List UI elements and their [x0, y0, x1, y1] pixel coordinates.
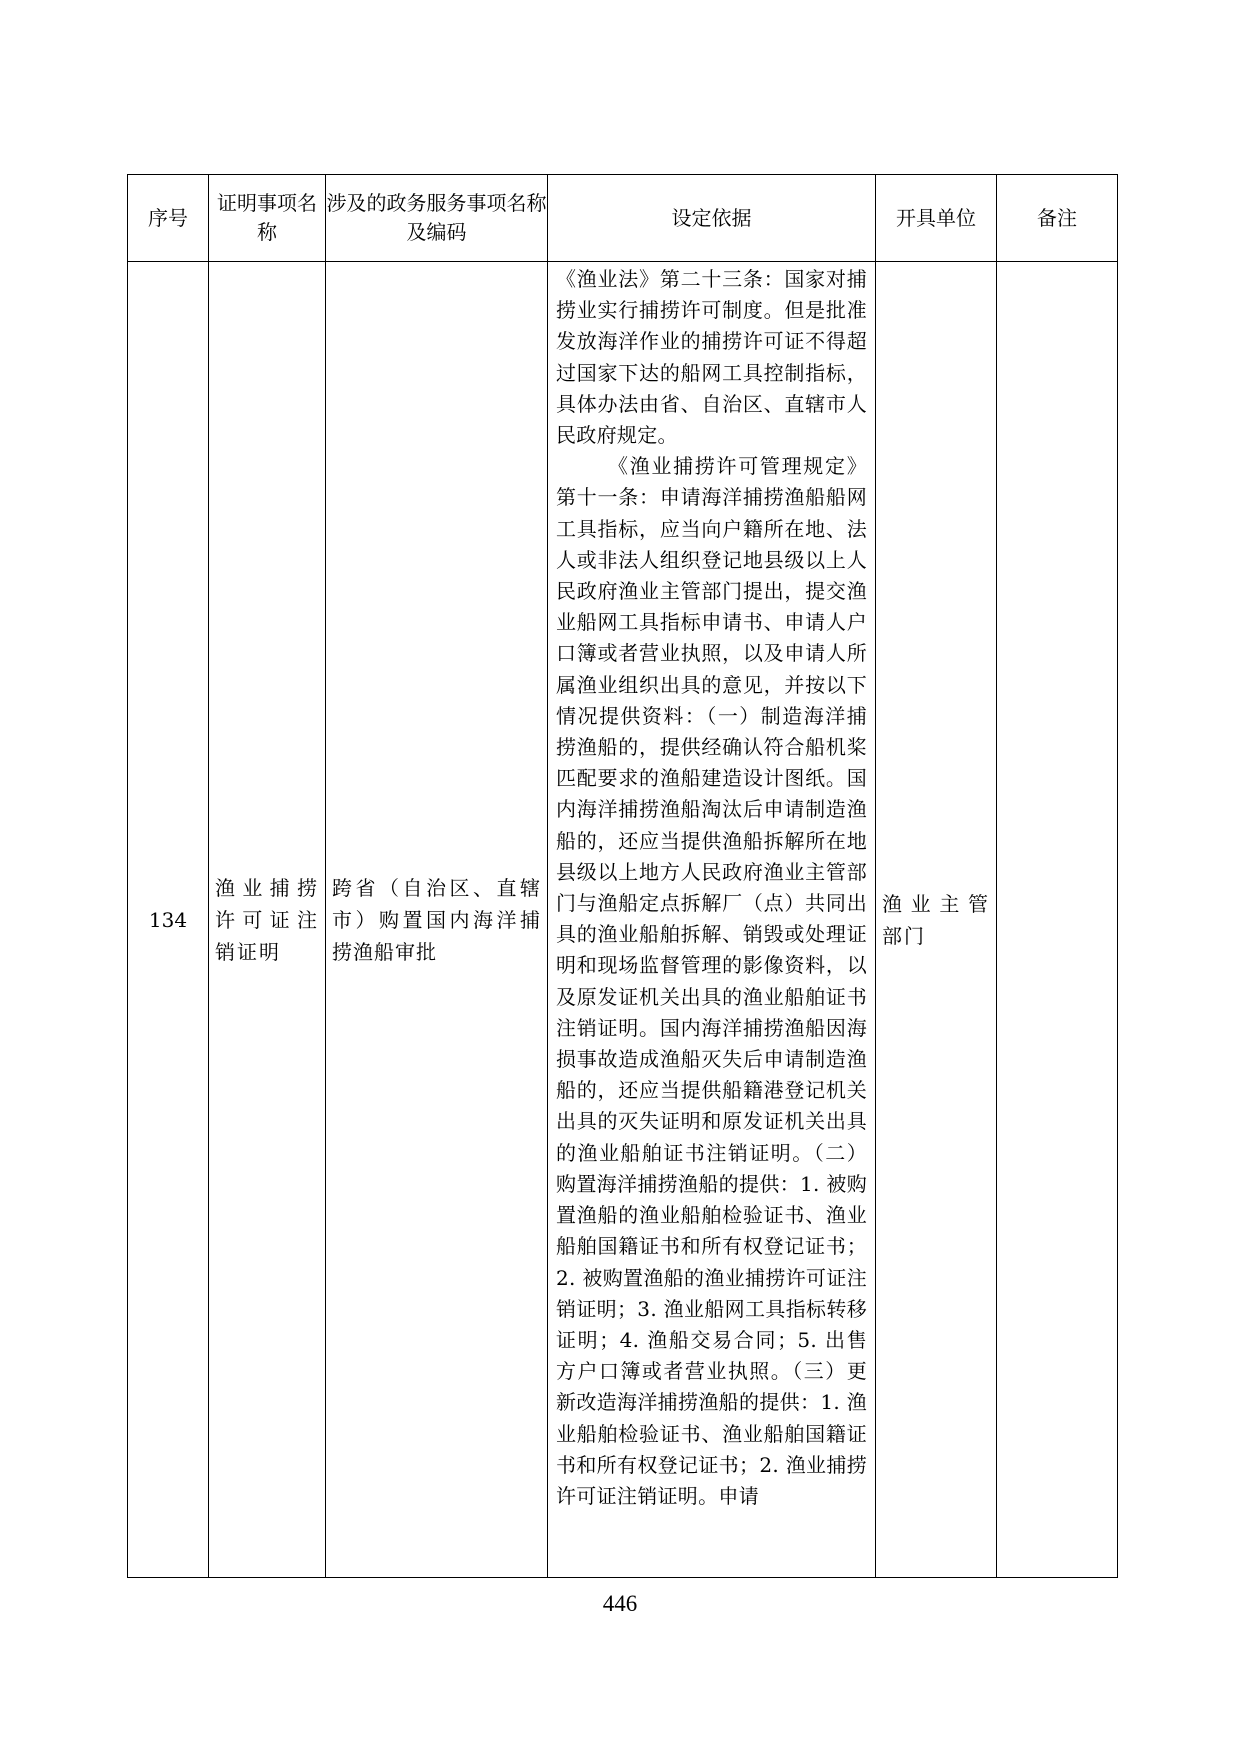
table-row	[128, 262, 1118, 1578]
header-certificate-name: 证明事项名称	[209, 175, 326, 262]
row-legal-basis	[548, 262, 876, 1578]
page-number: 446	[602, 1591, 638, 1616]
basis-paragraph-fishery-law: 《渔业法》第二十三条：国家对捕捞业实行捕捞许可制度。但是批准发放海洋作业的捕捞许可证不得超过国家下达的船网工具控制指标，具体办法由省、自治区、直辖市人民政府规定。	[556, 267, 867, 448]
header-seq: 序号	[128, 175, 209, 262]
header-remarks: 备注	[997, 175, 1118, 262]
header-issuing-unit: 开具单位	[876, 175, 997, 262]
header-service-item: 涉及的政务服务事项名称及编码	[326, 175, 548, 262]
row-service-item: 跨省（自治区、直辖市）购置国内海洋捕捞渔船审批	[326, 262, 548, 1578]
header-legal-basis: 设定依据	[548, 175, 876, 262]
certificate-items-table	[127, 174, 1118, 1578]
row-issuing-unit: 渔业主管部门	[876, 262, 997, 1578]
row-seq: 134	[128, 262, 209, 1578]
row-remarks	[997, 262, 1118, 1578]
row-certificate-name: 渔业捕捞许可证注销证明	[209, 262, 326, 1578]
basis-paragraph-licensing-rules: 《渔业捕捞许可管理规定》第十一条：申请海洋捕捞渔船船网工具指标，应当向户籍所在地、法人或非法人组织登记地县级以上人民政府渔业主管部门提出，提交渔业船网工具指标申请书、申请人户口簿或者营业执照，以及申请人所属渔业组织出具的意见，并按以下情况提供资料：（一）制造海洋捕捞渔船的，提供经确认符合船机桨匹配要求的渔船建造设计图纸。国内海洋捕捞渔船淘汰后申请制造渔船的，还应当提供渔船拆解所在地县级以上地方人民政府渔业主管部门与渔船定点拆解厂（点）共同出具的渔业船舶拆解、销毁或处理证明和现场监督管理的影像资料，以及原发证机关出具的渔业船舶证书注销证明。国内海洋捕捞渔船因海损事故造成渔船灭失后申请制造渔船的，还应当提供船籍港登记机关出具的灭失证明和原发证机关出具的渔业船舶证书注销证明。（二）购置海洋捕捞渔船的提供：1. 被购置渔船的渔业船舶检验证书、渔业船舶国籍证书和所有权登记证书；2. 被购置渔船的渔业捕捞许可证注销证明；3. 渔业船网工具指标转移证明；4. 渔船交易合同；5. 出售方户口簿或者营业执照。（三）更新改造海洋捕捞渔船的提供：1. 渔业船舶检验证书、渔业船舶国籍证书和所有权登记证书；2. 渔业捕捞许可证注销证明。申请	[556, 454, 867, 1508]
table-header-row	[128, 175, 1118, 262]
